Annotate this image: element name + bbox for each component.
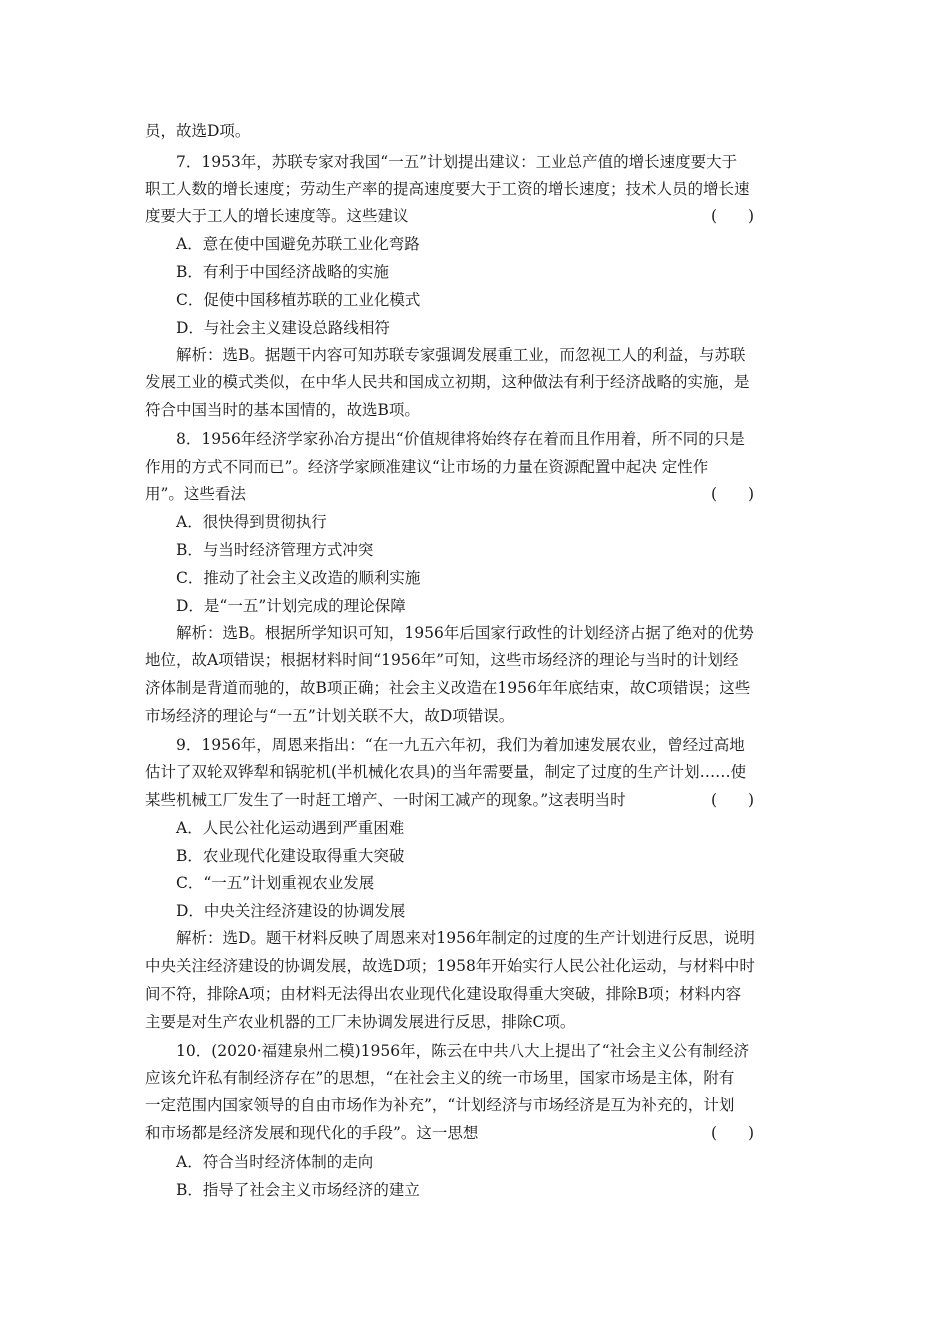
option-b: B．农业现代化建设取得重大突破 <box>176 847 405 865</box>
analysis-line: 间不符，排除A项；由材料无法得出农业现代化建设取得重大突破，排除B项；材料内容 <box>145 985 742 1003</box>
analysis-line: 解析：选D。题干材料反映了周恩来对1956年制定的过度的生产计划进行反思，说明 <box>176 929 755 947</box>
answer-blank: ( ) <box>711 1124 755 1142</box>
question-stem-line: 7．1953年，苏联专家对我国“一五”计划提出建议：工业总产值的增长速度要大于 <box>176 153 738 171</box>
analysis-line: 解析：选B。根据所学知识可知，1956年后国家行政性的计划经济占据了绝对的优势 <box>176 624 754 642</box>
question-stem-line: 应该允许私有制经济存在”的思想，“在社会主义的统一市场里，国家市场是主体，附有 <box>145 1069 735 1087</box>
analysis-line: 地位，故A项错误；根据材料时间“1956年”可知，这些市场经济的理论与当时的计划经 <box>145 651 739 669</box>
analysis-line: 济体制是背道而驰的，故B项正确；社会主义改造在1956年年底结束，故C项错误；这些 <box>145 679 751 697</box>
analysis-line: 中央关注经济建设的协调发展，故选D项；1958年开始实行人民公社化运动，与材料中时 <box>145 957 755 975</box>
option-d: D．与社会主义建设总路线相符 <box>176 319 390 337</box>
option-b: B．与当时经济管理方式冲突 <box>176 541 374 559</box>
option-c: C．促使中国移植苏联的工业化模式 <box>176 291 421 309</box>
question-stem-line: 10．(2020·福建泉州二模)1956年，陈云在中共八大上提出了“社会主义公有制经济 <box>176 1042 750 1060</box>
question-stem-line: 某些机械工厂发生了一时赶工增产、一时闲工减产的现象。”这表明当时 <box>145 791 626 809</box>
question-stem-line: 用”。这些看法 <box>145 485 246 503</box>
question-stem-line: 估计了双轮双铧犁和锅驼机(半机械化农具)的当年需要量，制定了过度的生产计划……使 <box>145 763 747 781</box>
option-d: D．是“一五”计划完成的理论保障 <box>176 597 406 615</box>
previous-answer-end: 员，故选D项。 <box>145 122 251 140</box>
answer-blank: ( ) <box>711 791 755 809</box>
option-c: C．推动了社会主义改造的顺利实施 <box>176 569 421 587</box>
option-a: A．意在使中国避免苏联工业化弯路 <box>176 235 420 253</box>
analysis-line: 发展工业的模式类似，在中华人民共和国成立初期，这种做法有利于经济战略的实施，是 <box>145 373 750 391</box>
option-a: A．符合当时经济体制的走向 <box>176 1153 374 1171</box>
option-c: C．“一五”计划重视农业发展 <box>176 874 375 892</box>
question-stem-line: 职工人数的增长速度；劳动生产率的提高速度要大于工资的增长速度；技术人员的增长速 <box>145 180 750 198</box>
option-a: A．很快得到贯彻执行 <box>176 513 327 531</box>
analysis-line: 解析：选B。据题干内容可知苏联专家强调发展重工业，而忽视工人的利益，与苏联 <box>176 346 746 364</box>
question-stem-line: 8．1956年经济学家孙冶方提出“价值规律将始终存在着而且作用着，所不同的只是 <box>176 430 745 448</box>
analysis-line: 符合中国当时的基本国情的，故选B项。 <box>145 401 420 419</box>
question-stem-line: 度要大于工人的增长速度等。这些建议 <box>145 207 409 225</box>
option-b: B．有利于中国经济战略的实施 <box>176 263 389 281</box>
answer-blank: ( ) <box>711 485 755 503</box>
analysis-line: 主要是对生产农业机器的工厂未协调发展进行反思，排除C项。 <box>145 1013 576 1031</box>
question-stem-line: 9．1956年，周恩来指出：“在一九五六年初，我们为着加速发展农业，曾经过高地 <box>176 736 745 754</box>
answer-blank: ( ) <box>711 207 755 225</box>
question-stem-line: 作用的方式不同而已”。经济学家顾准建议“让市场的力量在资源配置中起决 定性作 <box>145 458 709 476</box>
question-stem-line: 和市场都是经济发展和现代化的手段”。这一思想 <box>145 1124 479 1142</box>
option-b: B．指导了社会主义市场经济的建立 <box>176 1181 420 1199</box>
option-d: D．中央关注经济建设的协调发展 <box>176 902 406 920</box>
option-a: A．人民公社化运动遇到严重困难 <box>176 819 405 837</box>
analysis-line: 市场经济的理论与“一五”计划关联不大，故D项错误。 <box>145 707 515 725</box>
question-stem-line: 一定范围内国家领导的自由市场作为补充”，“计划经济与市场经济是互为补充的，计划 <box>145 1096 735 1114</box>
